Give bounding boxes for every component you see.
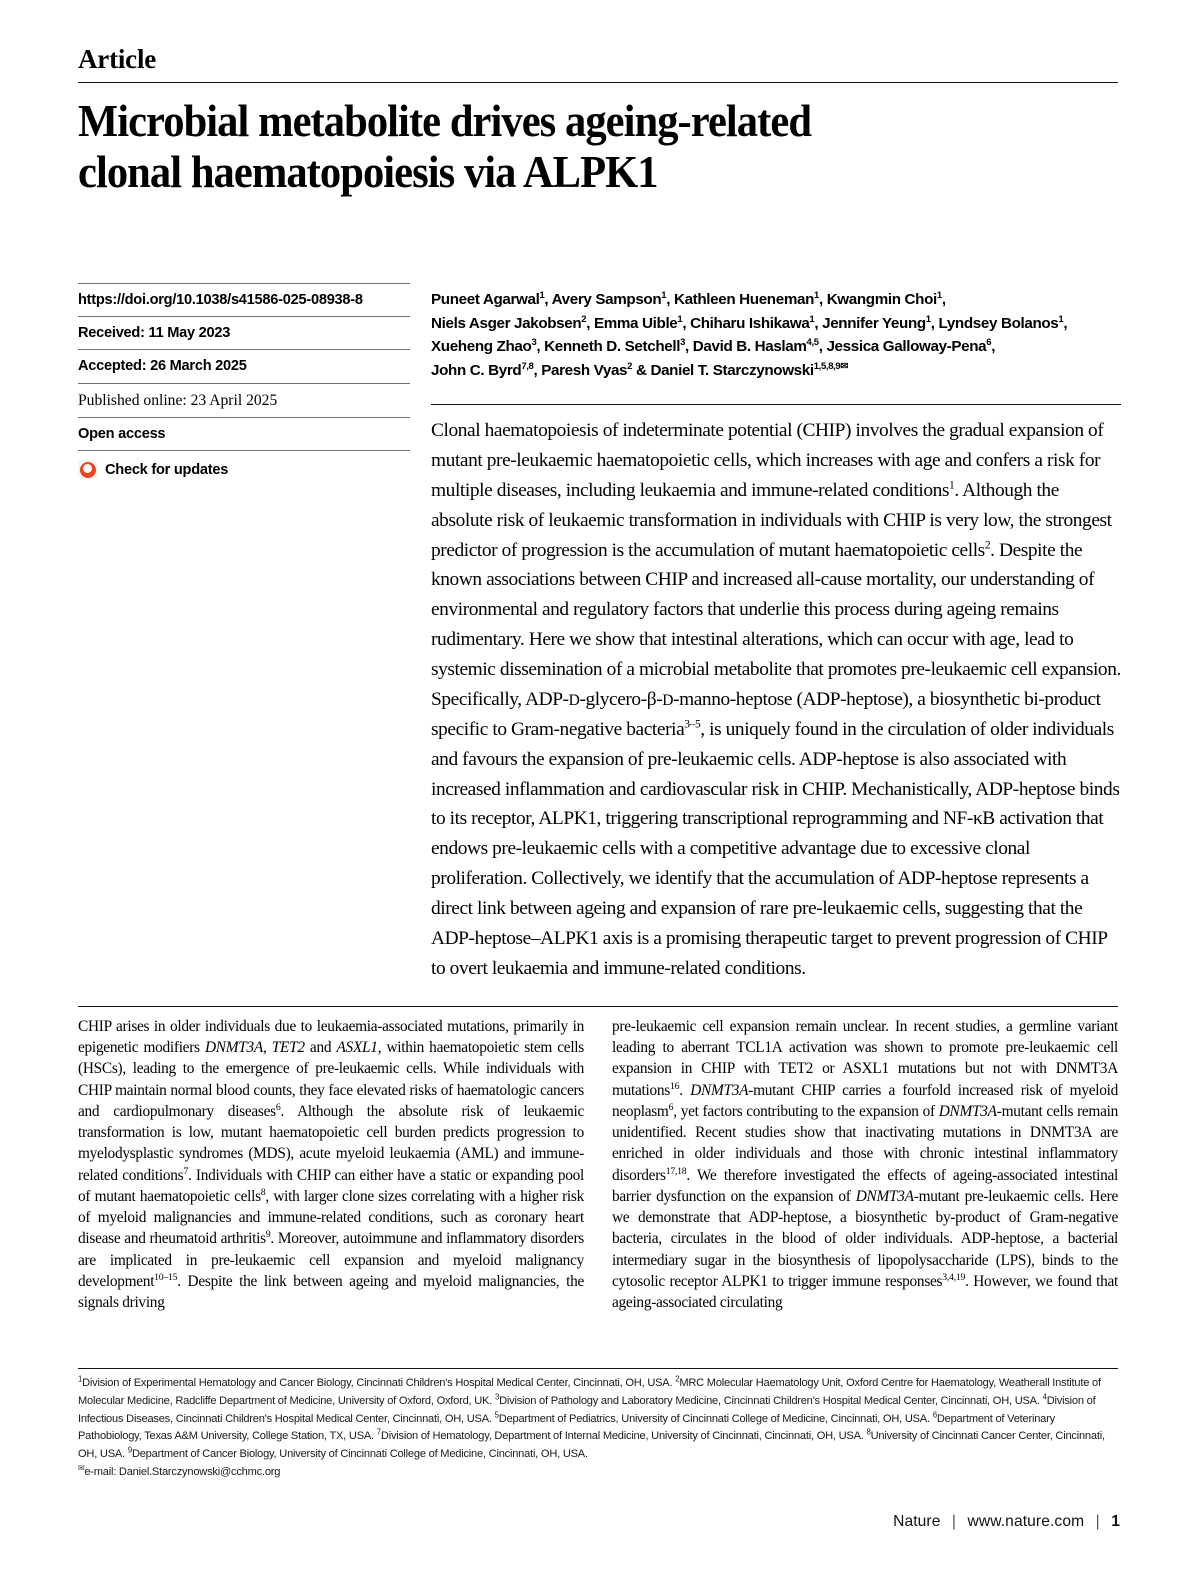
article-kicker: Article [78,44,157,74]
footer-site[interactable]: www.nature.com [967,1513,1085,1530]
footer-separator-2: | [1095,1513,1100,1530]
open-access-label: Open access [78,417,410,450]
affiliations-text: $^1$Division of Experimental Hematology and Cancer Biology, Cincinnati Children's Hospital Medical Center, Cincinnati, OH, USA. $^2$MRC Molecular Haematology Unit, Oxford Centre for Haematology, Weatherall Institute of Molecular Medicine, Radcliffe Department of Medicine, University of Oxford, Oxford, UK. $^3$Division of Pathology and Laboratory Medicine, Cincinnati Children's Hospital Medical Center, Cincinnati, OH, USA. $^4$Division of Infectious Diseases, Cincinnati Children's Hospital Medical Center, Cincinnati, OH, USA. $^5$Department of Pediatrics, University of Cincinnati College of Medicine, Cincinnati, OH, USA. $^6$Department of Veterinary Pathobiology, Texas A&M University, College Station, TX, USA. $^7$Division of Hematology, Department of Internal Medicine, University of Cincinnati, Cincinnati, OH, USA. $^8$University of Cincinnati Cancer Center, Cincinnati, OH, USA. $^9$Department of Cancer Biology, University of Cincinnati College of Medicine, Cincinnati, OH, USA. ✉e-mail: Daniel.Starczynowski@cchmc.org [78,1374,1105,1478]
title-line-1: Microbial metabolite drives ageing-related [78,95,812,146]
author-line: Xueheng Zhao$^3$, Kenneth D. Setchell$^3$, David B. Haslam$^{4,5}$, Jessica Galloway-Pena$^6$, [431,337,996,356]
abstract-text: Clonal haematopoiesis of indeterminate potential (CHIP) involves the gradual expansion of mutant pre-leukaemic haematopoietic cells, which increases with age and confers a risk for multiple diseases, including leukaemia and immune-related conditions$^1$. Although the absolute risk of leukaemic transformation in individuals with CHIP is very low, the strongest predictor of progression is the accumulation of mutant haematopoietic cells$^2$. Despite the known associations between CHIP and increased all-cause mortality, our understanding of environmental and regulatory factors that underlie this process during ageing remains rudimentary. Here we show that intestinal alterations, which can occur with age, lead to systemic dissemination of a microbial metabolite that promotes pre-leukaemic cell expansion. Specifically, ADP-D-glycero-β-D-manno-heptose (ADP-heptose), a biosynthetic bi-product specific to Gram-negative bacteria$^{3-5}$, is uniquely found in the circulation of older individuals and favours the expansion of pre-leukaemic cells. ADP-heptose is also associated with increased inflammation and cardiovascular risk in CHIP. Mechanistically, ADP-heptose binds to its receptor, ALPK1, triggering transcriptional reprogramming and NF-κB activation that endows pre-leukaemic cells with a competitive advantage due to excessive clonal proliferation. Collectively, we identify that the accumulation of ADP-heptose represents a direct link between ageing and expansion of rare pre-leukaemic cells, suggesting that the ADP-heptose–ALPK1 axis is a promising therapeutic target to prevent progression of CHIP to overt leukaemia and immune-related conditions. [431,404,1121,984]
body-column-left: CHIP arises in older individuals due to leukaemia-associated mutations, primarily in epigenetic modifiers DNMT3A, TET2 and ASXL1, within haematopoietic stem cells (HSCs), leading to the emergence of pre-leukaemic cells. While individuals with CHIP maintain normal blood counts, they face elevated risks of haematologic cancers and cardiopulmonary diseases$^6$. Although the absolute risk of leukaemic transformation is low, mutant haematopoietic cell burden predicts progression to myelodysplastic syndromes (MDS), acute myeloid leukaemia (AML) and immune-related conditions$^7$. Individuals with CHIP can either have a static or expanding pool of mutant haematopoietic cells$^8$, with larger clone sizes correlating with a higher risk of myeloid malignancies and immune-related conditions, such as coronary heart disease and rheumatoid arthritis$^9$. Moreover, autoimmune and inflammatory disorders are implicated in pre-leukaemic cell expansion and myeloid malignancy development$^{10-15}$. Despite the link between ageing and myeloid malignancies, the signals driving [78,1018,584,1312]
footer-page-number: 1 [1111,1513,1120,1530]
article-header [78,46,1118,197]
footer-separator-1: | [951,1513,957,1530]
header-divider [78,82,1118,83]
check-for-updates[interactable] [78,450,410,486]
affiliations-section [78,1368,1118,1482]
author-list [431,288,1121,383]
accepted-date: Accepted: 26 March 2025 [78,349,410,382]
title-line-2: clonal haematopoiesis via ALPK1 [78,145,658,197]
published-date: Published online: 23 April 2025 [78,383,410,417]
author-line: Niels Asger Jakobsen$^2$, Emma Uible$^1$, Chiharu Ishikawa$^1$, Jennifer Yeung$^1$, Lyndsey Bolanos$^1$, [431,313,1068,332]
author-line: John C. Byrd$^{7,8}$, Paresh Vyas$^2$ & Daniel T. Starczynowski$^{1,5,8,9✉}$ [431,361,849,380]
article-body [78,1006,1118,1313]
page-footer [893,1513,1120,1531]
check-for-updates-label: Check for updates [105,461,229,478]
footer-journal: Nature [893,1513,941,1530]
article-metadata [78,283,410,486]
abstract-section [431,404,1121,984]
author-line: Puneet Agarwal$^1$, Avery Sampson$^1$, Kathleen Hueneman$^1$, Kwangmin Choi$^1$, [431,289,946,308]
crossmark-icon [78,460,97,479]
doi-link[interactable]: https://doi.org/10.1038/s41586-025-08938-8 [78,283,410,316]
received-date: Received: 11 May 2023 [78,316,410,349]
body-column-right: pre-leukaemic cell expansion remain unclear. In recent studies, a germline variant leading to aberrant TCL1A activation was shown to promote pre-leukaemic cell expansion in CHIP with TET2 or ASXL1 mutations but not with DNMT3A mutations$^{16}$. DNMT3A-mutant CHIP carries a fourfold increased risk of myeloid neoplasm$^6$, yet factors contributing to the expansion of DNMT3A-mutant cells remain unidentified. Recent studies show that inactivating mutations in DNMT3A are enriched in older individuals and those with chronic intestinal inflammatory disorders$^{17,18}$. We therefore investigated the effects of ageing-associated intestinal barrier dysfunction on the expansion of DNMT3A-mutant pre-leukaemic cells. Here we demonstrate that ADP-heptose, a biosynthetic by-product of Gram-negative bacteria, circulates in the blood of older individuals. ADP-heptose, a bacterial intermediary sugar in the biosynthesis of lipopolysaccharide (LPS), binds to the cytosolic receptor ALPK1 to trigger immune responses$^{3,4,19}$. However, we found that ageing-associated circulating [612,1018,1118,1312]
page-title [78,96,1118,197]
